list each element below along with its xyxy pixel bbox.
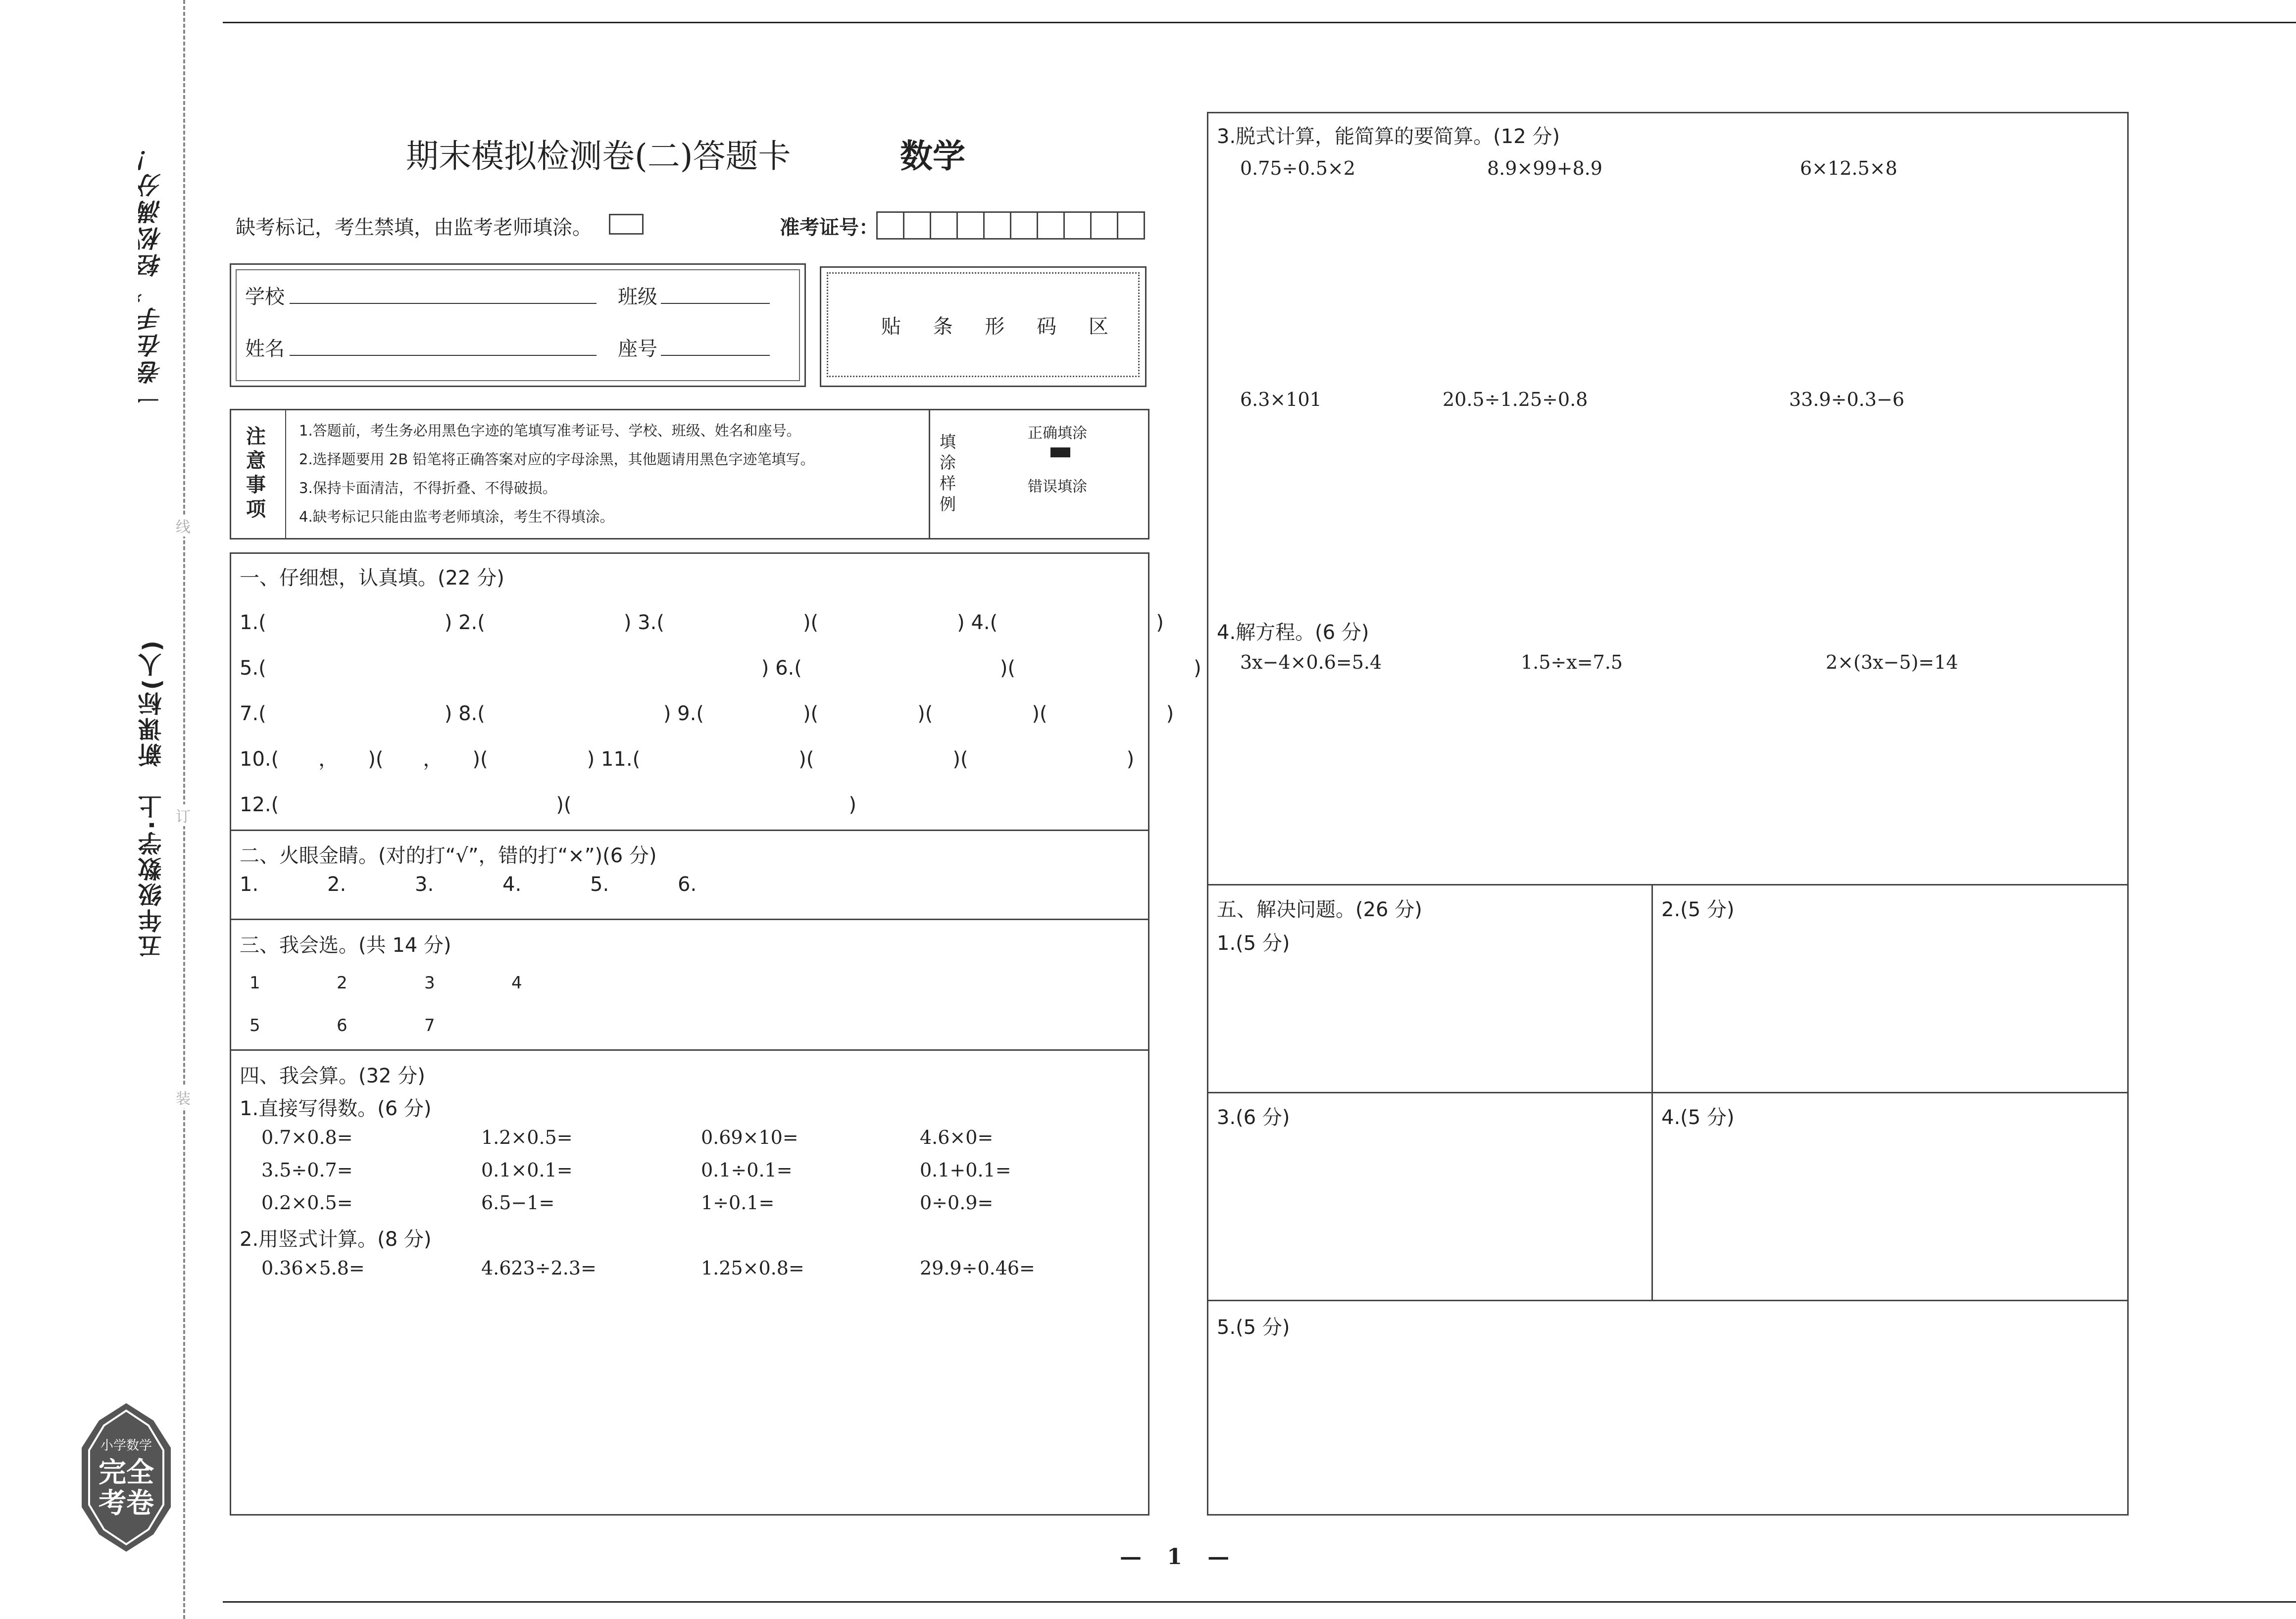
wrong-fill-label: 错误填涂 [1028, 478, 1087, 495]
school-label: 学校 [245, 286, 285, 308]
step-calc-item[interactable]: 6×12.5×8 [1800, 157, 1897, 179]
subject-title: 数学 [900, 137, 965, 175]
exam-number-cell[interactable] [1037, 211, 1065, 240]
problem-5-label[interactable]: 5.(5 分) [1217, 1316, 1290, 1339]
bottom-rule [223, 1601, 2296, 1603]
exam-number-cell[interactable] [876, 211, 904, 240]
section3-title: 三、我会选。(共 14 分) [240, 934, 451, 957]
notice-divider-left [285, 409, 286, 540]
exam-number-cell[interactable] [903, 211, 931, 240]
seal-mark-line: 线 [176, 515, 191, 537]
exam-number-cell[interactable] [930, 211, 958, 240]
notice-divider-right [929, 409, 930, 540]
section5-col-divider [1651, 884, 1653, 1300]
direct-calc-item[interactable]: 1.2×0.5= [481, 1127, 573, 1148]
student-info-inner-border [236, 269, 800, 381]
section1-row[interactable]: 10.( ， )( ， )( ) 11.( )( )( ) [240, 748, 1135, 771]
vertical-calc-item[interactable]: 1.25×0.8= [701, 1257, 804, 1279]
section1-title: 一、仔细想，认真填。(22 分) [240, 567, 504, 589]
notice-item: 3.保持卡面清洁，不得折叠、不得破损。 [299, 480, 557, 496]
left-answer-frame [230, 552, 1149, 1516]
direct-calc-item[interactable]: 0.7×0.8= [261, 1127, 353, 1148]
exam-number-cell[interactable] [1010, 211, 1038, 240]
step-calc-item[interactable]: 20.5÷1.25÷0.8 [1443, 389, 1588, 410]
direct-calc-item[interactable]: 3.5÷0.7= [261, 1159, 353, 1181]
step-calc-item[interactable]: 0.75÷0.5×2 [1240, 157, 1355, 179]
exam-number-cell[interactable] [1063, 211, 1092, 240]
notice-item: 1.答题前，考生务必用黑色字迹的笔填写准考证号、学校、班级、姓名和座号。 [299, 422, 801, 439]
direct-calc-item[interactable]: 0.2×0.5= [261, 1192, 353, 1214]
barcode-label: 贴 条 形 码 区 [881, 315, 1121, 338]
section2-item[interactable]: 1. [240, 873, 259, 896]
problem-1-label[interactable]: 1.(5 分) [1217, 932, 1290, 955]
page-number: — 1 — [1120, 1544, 1239, 1570]
correct-fill-label: 正确填涂 [1028, 425, 1087, 442]
seal-mark-pack: 装 [176, 1086, 191, 1108]
section1-row[interactable]: 5.( ) 6.( )( ) [240, 657, 1201, 680]
exam-number-cell[interactable] [983, 211, 1011, 240]
absent-mark-text: 缺考标记，考生禁填，由监考老师填涂。 [236, 216, 592, 239]
section1-row[interactable]: 1.( ) 2.( ) 3.( )( ) 4.( ) [240, 611, 1164, 634]
section3-item[interactable]: 4 [511, 973, 522, 993]
section5-title: 五、解决问题。(26 分) [1217, 898, 1422, 921]
logo-subtext: 小学数学 [100, 1438, 152, 1453]
seat-field[interactable] [661, 355, 770, 356]
equation-title: 4.解方程。(6 分) [1217, 621, 1369, 644]
name-field[interactable] [290, 355, 597, 356]
section2-item[interactable]: 3. [415, 873, 434, 896]
section3-item[interactable]: 1 [250, 973, 260, 993]
vertical-calc-item[interactable]: 4.623÷2.3= [481, 1257, 597, 1279]
problem-2-label[interactable]: 2.(5 分) [1661, 898, 1735, 921]
correct-fill-mark [1050, 447, 1070, 457]
notice-heading: 注意事项 [246, 425, 266, 521]
right-answer-frame [1207, 112, 2129, 1516]
section3-item[interactable]: 5 [250, 1016, 260, 1035]
section1-row[interactable]: 12.( )( ) [240, 793, 857, 816]
section-divider [230, 830, 1149, 831]
exam-number-label: 准考证号： [780, 216, 879, 239]
seat-label: 座号 [618, 338, 657, 360]
exam-number-cell[interactable] [956, 211, 985, 240]
step-calc-item[interactable]: 33.9÷0.3−6 [1789, 389, 1904, 410]
section2-item[interactable]: 2. [327, 873, 347, 896]
logo-text: 完全考卷 [99, 1457, 154, 1520]
section3-item[interactable]: 3 [424, 973, 435, 993]
section3-item[interactable]: 6 [337, 1016, 348, 1035]
section5-top-divider [1207, 884, 2129, 885]
exam-number-cell[interactable] [1117, 211, 1145, 240]
direct-calc-item[interactable]: 0.1÷0.1= [701, 1159, 793, 1181]
section4-title: 四、我会算。(32 分) [240, 1065, 425, 1087]
direct-calc-item[interactable]: 0÷0.9= [920, 1192, 994, 1214]
slogan-text: 一卷在手，轻松满分！ [138, 144, 166, 411]
direct-calc-item[interactable]: 0.69×10= [701, 1127, 799, 1148]
direct-calc-item[interactable]: 4.6×0= [920, 1127, 994, 1148]
exam-number-cell[interactable] [1090, 211, 1118, 240]
section3-item[interactable]: 7 [424, 1016, 435, 1035]
step-calc-title: 3.脱式计算，能简算的要简算。(12 分) [1217, 125, 1560, 148]
problem-4-label[interactable]: 4.(5 分) [1661, 1106, 1735, 1129]
direct-calc-item[interactable]: 1÷0.1= [701, 1192, 775, 1214]
seal-mark-bind: 订 [176, 804, 191, 826]
step-calc-item[interactable]: 6.3×101 [1240, 389, 1322, 410]
equation-item[interactable]: 1.5÷x=7.5 [1521, 651, 1623, 673]
vertical-calc-item[interactable]: 29.9÷0.46= [920, 1257, 1035, 1279]
equation-item[interactable]: 2×(3x−5)=14 [1826, 651, 1958, 673]
section2-item[interactable]: 5. [590, 873, 609, 896]
direct-calc-item[interactable]: 6.5−1= [481, 1192, 555, 1214]
notice-item: 4.缺考标记只能由监考老师填涂，考生不得填涂。 [299, 508, 614, 525]
grade-label: 五年级数学·上 新课标(人) [138, 638, 166, 959]
section3-item[interactable]: 2 [337, 973, 348, 993]
section2-item[interactable]: 4. [502, 873, 522, 896]
top-rule [223, 22, 2296, 23]
exam-number-grid[interactable] [876, 211, 1147, 240]
section-divider [230, 919, 1149, 920]
direct-calc-item[interactable]: 0.1×0.1= [481, 1159, 573, 1181]
direct-calc-title: 1.直接写得数。(6 分) [240, 1097, 432, 1120]
notice-item: 2.选择题要用 2B 铅笔将正确答案对应的字母涂黑，其他题请用黑色字迹笔填写。 [299, 451, 815, 468]
section1-row[interactable]: 7.( ) 8.( ) 9.( )( )( )( ) [240, 702, 1174, 725]
class-label: 班级 [618, 286, 657, 308]
school-field[interactable] [290, 303, 597, 304]
equation-item[interactable]: 3x−4×0.6=5.4 [1240, 651, 1382, 673]
name-label: 姓名 [245, 338, 285, 360]
class-field[interactable] [661, 303, 770, 304]
step-calc-item[interactable]: 8.9×99+8.9 [1487, 157, 1602, 179]
problem-3-label[interactable]: 3.(6 分) [1217, 1106, 1290, 1129]
section2-item[interactable]: 6. [678, 873, 697, 896]
section-divider [230, 1049, 1149, 1051]
page-title: 期末模拟检测卷(二)答题卡 [406, 137, 791, 175]
section5-mid-divider [1207, 1092, 2129, 1093]
vertical-calc-title: 2.用竖式计算。(8 分) [240, 1228, 432, 1251]
vertical-calc-item[interactable]: 0.36×5.8= [261, 1257, 365, 1279]
brand-logo [79, 1401, 173, 1554]
direct-calc-item[interactable]: 0.1+0.1= [920, 1159, 1011, 1181]
section2-title: 二、火眼金睛。(对的打“√”，错的打“×”)(6 分) [240, 844, 657, 867]
absent-mark-box[interactable] [609, 214, 644, 235]
fill-example-heading: 填涂样例 [940, 432, 956, 514]
section5-low-divider [1207, 1300, 2129, 1301]
